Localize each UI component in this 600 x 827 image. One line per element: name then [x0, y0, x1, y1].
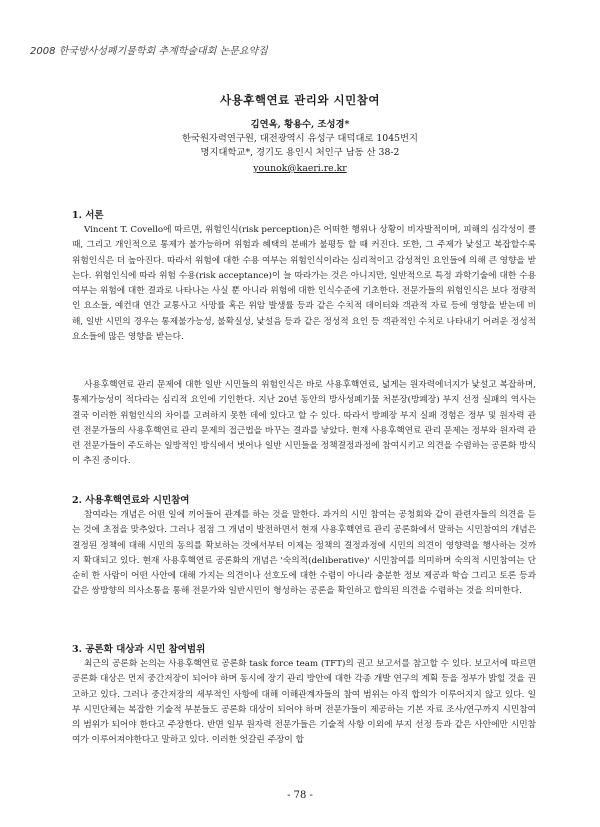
- author-list: 김연옥, 황용수, 조성경*: [250, 119, 350, 130]
- running-header: 2008 한국방사성폐기물학회 추계학술대회 논문요약집: [30, 46, 268, 57]
- section-2-heading: 2. 사용후핵연료와 시민참여: [72, 495, 190, 506]
- affiliation-1: 한국원자력연구원, 대전광역시 유성구 대덕대로 1045번지: [181, 133, 418, 144]
- section-1-heading: 1. 서론: [72, 210, 104, 221]
- section-3-paragraph-1: 최근의 공론화 논의는 사용후핵연료 공론화 task force team (TFT)의 권고 보고서를 참고할 수 있다. 보고서에 따르면 공론화 대상은 먼저 중간저장이 되어야 하며 동시에 장기 관리 방안에 대한 각종 개발 연구의 계획 등을 정부가 밝힐 것을 권고하고 있다. 그러나 중간저장의 세부적인 사항에 대해 이해관계자들의 참여 범위는 아직 합의가 이루어지지 않고 있다. 일부 시민단체는 복잡한 기술적 부분들도 공론화 대상이 되어야 하며 전문가들이 제공하는 기본 자료 조사/연구까지 시민참여의 범위가 되어야 한다고 주장한다. 반면 일부 원자력 전문가들은 기술적 사항 이외에 부지 선정 등과 같은 사안에만 시민참여가 이루어져야한다고 말하고 있다. 이러한 엇갈린 주장이 합: [72, 659, 536, 746]
- section-3-heading: 3. 공론화 대상과 시민 참여범위: [72, 644, 206, 655]
- affiliation-2: 명지대학교*, 경기도 용인시 처인구 남동 산 38-2: [200, 147, 400, 158]
- author-email[interactable]: younok@kaeri.re.kr: [253, 163, 347, 174]
- section-1-paragraph-1: Vincent T. Covello에 따르면, 위험인식(risk perception)은 어떠한 행위나 상황이 비자발적이며, 피해의 심각성이 클 때, 그리고 개인적으로 통제가 불가능하며 위험과 혜택의 분배가 불평등 할 때 커진다. 또한, 그 주제가 낯설고 복잡할수록 위험인식은 더 높아진다. 따라서 위험에 대한 수용 여부는 위험인식이라는 심리적이고 감성적인 요인들에 의해 큰 영향을 받는다. 위험인식에 따라 위험 수용(risk acceptance)이 늘 따라가는 것은 아니지만, 일반적으로 특정 과학기술에 대한 수용 여부는 위험에 대한 결과로 나타나는 사실 뿐 아니라 위험에 대한 인식수준에 기초한다. 전문가들의 위험인식은 보다 정량적인 요소들, 예컨대 연간 교통사고 사망률 혹은 위암 발생률 등과 같은 수치적 데이터와 객관적 자료 등에 영향을 받는데 비해, 일반 시민의 경우는 통제불가능성, 불확실성, 낯설음 등과 같은 정성적 요인 등 객관적인 수치로 나타내기 어려운 정성적 요소들에 많은 영향을 받는다.: [72, 225, 536, 343]
- section-2-paragraph-1: 참여라는 개념은 어떤 일에 끼어들어 관계를 하는 것을 말한다. 과거의 시민 참여는 공청회와 같이 관련자들의 의견을 듣는 것에 초점을 맞추었다. 그러나 점점 그 개념이 발전하면서 현재 사용후핵연료 관리 공론화에서 말하는 시민참여의 개념은 결정된 정책에 대해 시민의 동의를 확보하는 것에서부터 이제는 정책의 결정과정에 시민의 의견이 영향력을 행사하는 것까지 확대되고 있다. 현재 사용후핵연료 공론화의 개념은 '숙의적(deliberative)' 시민참여를 의미하며 숙의적 시민참여는 단순히 한 사람이 어떤 사안에 대해 가지는 의견이나 선호도에 대한 수렴이 아니라 충분한 정보 제공과 학습 그리고 토론 등과 같은 쌍방향의 의사소통을 통해 전문가와 일반시민이 형성하는 공론을 확인하고 합의된 의견을 수렴하는 것을 의미한다.: [72, 510, 536, 597]
- section-1-paragraph-2: 사용후핵연료 관리 문제에 대한 일반 시민들의 위험인식은 바로 사용후핵연료, 넓게는 원자력에너지가 낯설고 복잡하며, 통제가능성이 적다라는 심리적 요인에 기인한다. 지난 20년 동안의 방사성폐기물 처분장(방폐장) 부지 선정 실패의 역사는 결국 이러한 위험인식의 차이를 고려하지 못한 데에 있다고 할 수 있다. 따라서 방폐장 부지 실패 경험은 정부 및 원자력 관련 전문가들의 사용후핵연료 관리 문제의 접근법을 바꾸는 결과를 낳았다. 현재 사용후핵연료 관리 문제는 정부와 원자력 관련 전문가들이 주도하는 일방적인 방식에서 벗어나 일반 시민들을 정책결정과정에 참여시키고 의견을 수렴하는 공론화 방식이 추진 중이다.: [72, 380, 536, 467]
- page-number: - 78 -: [287, 790, 313, 801]
- paper-title: 사용후핵연료 관리와 시민참여: [220, 93, 380, 107]
